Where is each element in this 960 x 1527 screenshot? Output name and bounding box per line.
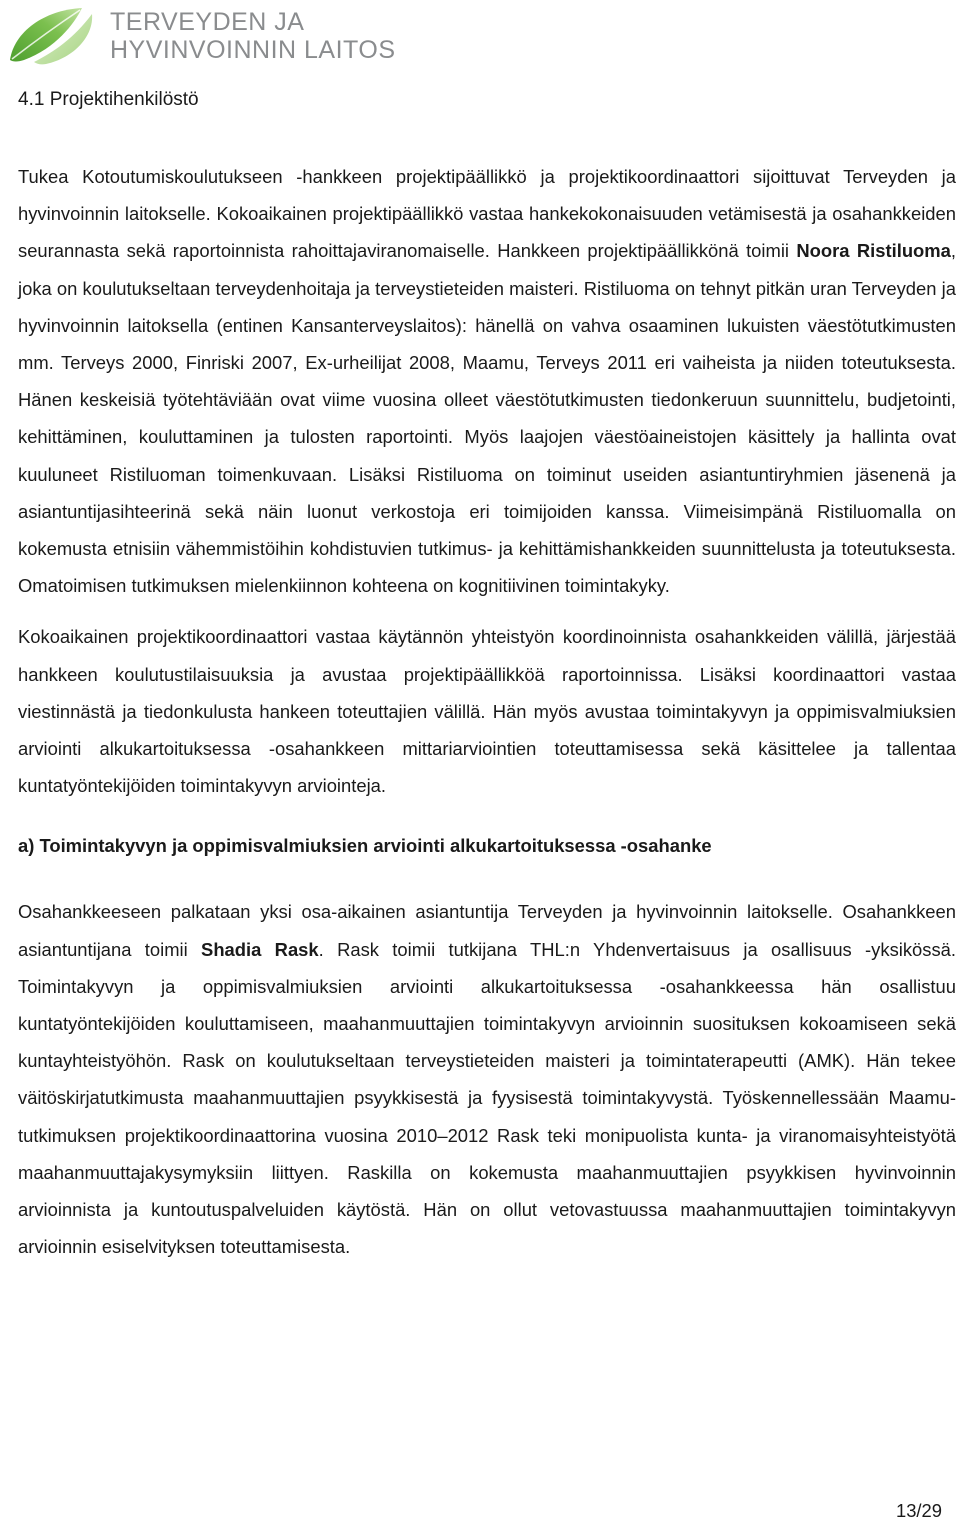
- document-body: [18, 158, 956, 1265]
- paragraph-subproject-expert: [18, 893, 956, 1265]
- paragraph-project-coordinator: Kokoaikainen projektikoordinaattori vastaa käytännön yhteistyön koordinoinnista osahankkeiden välillä, järjestää hankkeen koulutustilaisuuksia ja avustaa projektipäällikköä raportoinnissa. Lisäksi koordinaattori vastaa viestinnästä ja tiedonkulusta hankeen toteuttajien välillä. Hän myös avustaa toimintakyvyn ja oppimisvalmiuksien arviointi alkukartoituksessa -osahankkeen mittariarviointien toteuttamisessa sekä käsittelee ja tallentaa kuntatyöntekijöiden toimintakyvyn arviointeja.: [18, 626, 956, 797]
- logo-line-1: TERVEYDEN JA: [110, 8, 305, 36]
- person-name-noora-ristiluoma: Noora Ristiluoma: [796, 240, 951, 262]
- paragraph-project-manager: [18, 158, 956, 604]
- paragraph-3-text-b: . Rask toimii tutkijana THL:n Yhdenvertaisuus ja osallisuus -yksikössä. Toimintakyvyn ja oppimisvalmiuksien arviointi alkukartoituksessa -osahankkeessa hän osallistuu kuntatyöntekijöiden kouluttamiseen, maahanmuuttajien toimintakyvyn arvioinnin suosituksen kokoamiseen sekä kuntayhteistyöhön. Rask on koulutukseltaan terveystieteiden maisteri ja toimintaterapeutti (AMK). Hän tekee väitöskirjatutkimusta maahanmuuttajien psyykkisestä ja fyysisestä toimintakyvystä. Työskennellessään Maamu-tutkimuksen projektikoordinaattorina vuosina 2010–2012 Rask teki monipuolista kunta- ja viranomaisyhteistyötä maahanmuuttajakysymyksiin liittyen. Raskilla on kokemusta maahanmuuttajien psyykkisen hyvinvoinnin arvioinnista ja kuntoutuspalveluiden käytöstä. Hän on ollut vetovastuussa maahanmuuttajien toimintakyvyn arvioinnin esiselvityksen toteuttamisesta.: [18, 938, 957, 1258]
- thl-logo: [4, 2, 394, 68]
- paragraph-1-text-a: Tukea Kotoutumiskoulutukseen -hankkeen projektipäällikkö ja projektikoordinaattori sijoittuvat Terveyden ja hyvinvoinnin laitokselle. Kokoaikainen projektipäällikkö vastaa hankekokonaisuuden vetämisestä ja osahankkeiden seurannasta sekä raportoinnista rahoittajaviranomaiselle. Hankkeen projektipäällikkönä toimii: [18, 166, 956, 262]
- page-number: 13/29: [895, 1500, 942, 1521]
- subproject-heading: a) Toimintakyvyn ja oppimisvalmiuksien arviointi alkukartoituksessa -osahanke: [18, 835, 712, 857]
- logo-wordmark: [110, 8, 396, 64]
- thl-leaf-logo-icon: [4, 2, 104, 68]
- person-name-shadia-rask: Shadia Rask: [201, 938, 319, 960]
- logo-line-2: HYVINVOINNIN LAITOS: [110, 36, 396, 64]
- paragraph-3-text-a: Osahankkeeseen palkataan yksi osa-aikainen asiantuntija Terveyden ja hyvinvoinnin laitokselle. Osahankkeen asiantuntijana toimii: [18, 901, 956, 960]
- paragraph-1-text-b: , joka on koulutukseltaan terveydenhoitaja ja terveystieteiden maisteri. Ristiluoma on tehnyt pitkän uran Terveyden ja hyvinvoinnin laitoksella (entinen Kansanterveyslaitos): hänellä on vahva osaaminen lukuisten väestötutkimusten mm. Terveys 2000, Finriski 2007, Ex-urheilijat 2008, Maamu, Terveys 2011 eri vaiheista ja niiden toteutuksesta. Hänen keskeisiä työtehtäviään ovat viime vuosina olleet väestötutkimusten tiedonkeruun suunnittelu, budjetointi, kehittäminen, kouluttaminen ja tulosten raportointi. Myös laajojen väestöaineistojen käsittely ja hallinta ovat kuuluneet Ristiluoman toimenkuvaan. Lisäksi Ristiluoma on toiminut useiden asiantuntiryhmien jäsenenä ja asiantuntijasihteerinä sekä näin luonut verkostoja eri toimijoiden kanssa. Viimeisimpänä Ristiluomalla on kokemusta etnisiin vähemmistöihin kohdistuvien tutkimus- ja kehittämishankkeiden suunnittelusta ja toteutuksesta. Omatoimisen tutkimuksen mielenkiinnon kohteena on kognitiivinen toimintakyky.: [18, 240, 956, 597]
- section-heading: 4.1 Projektihenkilöstö: [18, 89, 199, 110]
